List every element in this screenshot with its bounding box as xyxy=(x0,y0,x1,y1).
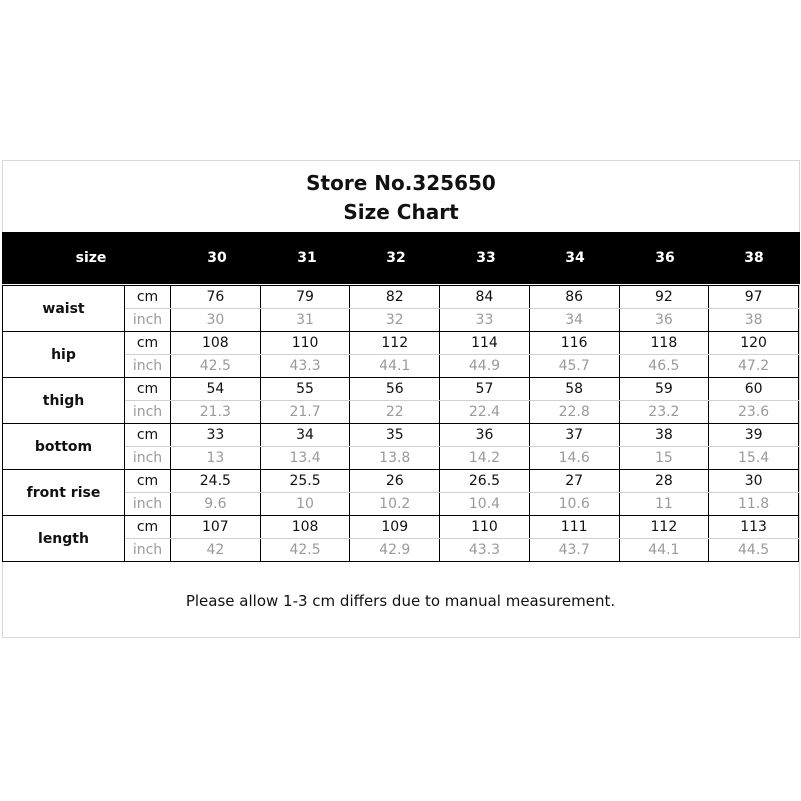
cell-waist-cm: 97 xyxy=(709,286,799,309)
unit-inch: inch xyxy=(125,355,171,378)
cell-waist-inch: 32 xyxy=(350,309,440,332)
cell-bottom-inch: 14.2 xyxy=(440,447,530,470)
row-label-hip: hip xyxy=(3,332,125,378)
cell-length-cm: 108 xyxy=(260,516,350,539)
cell-waist-inch: 38 xyxy=(709,309,799,332)
cell-thigh-inch: 23.6 xyxy=(709,401,799,424)
cell-front-rise-cm: 26.5 xyxy=(440,470,530,493)
cell-thigh-cm: 58 xyxy=(529,378,619,401)
cell-thigh-cm: 56 xyxy=(350,378,440,401)
cell-hip-inch: 45.7 xyxy=(529,355,619,378)
cell-length-cm: 112 xyxy=(619,516,709,539)
row-label-bottom: bottom xyxy=(3,424,125,470)
cell-thigh-inch: 23.2 xyxy=(619,401,709,424)
cell-thigh-inch: 22.8 xyxy=(529,401,619,424)
cell-length-cm: 109 xyxy=(350,516,440,539)
size-header-36: 36 xyxy=(655,250,675,266)
cell-bottom-inch: 13.4 xyxy=(260,447,350,470)
cell-waist-inch: 31 xyxy=(260,309,350,332)
size-header-label: size xyxy=(75,250,107,266)
cell-front-rise-inch: 9.6 xyxy=(171,493,261,516)
cell-waist-inch: 34 xyxy=(529,309,619,332)
table-row-waist-cm xyxy=(3,286,799,309)
cell-thigh-inch: 21.3 xyxy=(171,401,261,424)
row-label-length: length xyxy=(3,516,125,562)
cell-bottom-inch: 13 xyxy=(171,447,261,470)
table-row-thigh-cm xyxy=(3,378,799,401)
cell-front-rise-inch: 10 xyxy=(260,493,350,516)
unit-inch: inch xyxy=(125,309,171,332)
unit-cm: cm xyxy=(125,424,171,447)
cell-bottom-cm: 37 xyxy=(529,424,619,447)
cell-thigh-inch: 22 xyxy=(350,401,440,424)
cell-thigh-cm: 59 xyxy=(619,378,709,401)
cell-front-rise-inch: 10.2 xyxy=(350,493,440,516)
cell-front-rise-cm: 25.5 xyxy=(260,470,350,493)
unit-cm: cm xyxy=(125,332,171,355)
unit-cm: cm xyxy=(125,378,171,401)
cell-waist-cm: 79 xyxy=(260,286,350,309)
cell-waist-cm: 92 xyxy=(619,286,709,309)
cell-waist-cm: 76 xyxy=(171,286,261,309)
cell-length-inch: 42 xyxy=(171,539,261,562)
cell-front-rise-inch: 11.8 xyxy=(709,493,799,516)
cell-hip-cm: 108 xyxy=(171,332,261,355)
size-header-31: 31 xyxy=(297,250,317,266)
cell-bottom-inch: 13.8 xyxy=(350,447,440,470)
cell-thigh-inch: 21.7 xyxy=(260,401,350,424)
cell-bottom-inch: 14.6 xyxy=(529,447,619,470)
cell-length-inch: 44.5 xyxy=(709,539,799,562)
unit-inch: inch xyxy=(125,539,171,562)
cell-hip-inch: 44.9 xyxy=(440,355,530,378)
cell-length-cm: 111 xyxy=(529,516,619,539)
size-header-38: 38 xyxy=(744,250,764,266)
cell-thigh-cm: 57 xyxy=(440,378,530,401)
cell-thigh-cm: 55 xyxy=(260,378,350,401)
cell-length-cm: 113 xyxy=(709,516,799,539)
size-header-33: 33 xyxy=(476,250,496,266)
cell-waist-cm: 86 xyxy=(529,286,619,309)
cell-bottom-inch: 15 xyxy=(619,447,709,470)
cell-hip-inch: 44.1 xyxy=(350,355,440,378)
unit-inch: inch xyxy=(125,447,171,470)
cell-length-cm: 110 xyxy=(440,516,530,539)
store-title: Store No.325650 xyxy=(306,171,496,195)
cell-front-rise-cm: 26 xyxy=(350,470,440,493)
cell-hip-cm: 118 xyxy=(619,332,709,355)
cell-front-rise-cm: 30 xyxy=(709,470,799,493)
cell-length-inch: 44.1 xyxy=(619,539,709,562)
cell-bottom-cm: 34 xyxy=(260,424,350,447)
table-row-hip-cm xyxy=(3,332,799,355)
table-row-length-cm xyxy=(3,516,799,539)
cell-front-rise-inch: 11 xyxy=(619,493,709,516)
row-label-front-rise: front rise xyxy=(3,470,125,516)
unit-inch: inch xyxy=(125,493,171,516)
cell-waist-cm: 84 xyxy=(440,286,530,309)
cell-length-cm: 107 xyxy=(171,516,261,539)
cell-front-rise-cm: 24.5 xyxy=(171,470,261,493)
cell-bottom-cm: 38 xyxy=(619,424,709,447)
cell-hip-inch: 47.2 xyxy=(709,355,799,378)
size-table xyxy=(2,285,799,562)
size-header-32: 32 xyxy=(386,250,406,266)
size-header-row xyxy=(2,232,800,284)
cell-thigh-cm: 54 xyxy=(171,378,261,401)
measurement-note: Please allow 1-3 cm differs due to manual measurement. xyxy=(185,592,616,610)
cell-hip-cm: 112 xyxy=(350,332,440,355)
cell-front-rise-cm: 27 xyxy=(529,470,619,493)
unit-cm: cm xyxy=(125,516,171,539)
cell-hip-cm: 120 xyxy=(709,332,799,355)
size-header-34: 34 xyxy=(565,250,585,266)
unit-inch: inch xyxy=(125,401,171,424)
cell-hip-inch: 43.3 xyxy=(260,355,350,378)
cell-waist-cm: 82 xyxy=(350,286,440,309)
table-row-front-rise-cm xyxy=(3,470,799,493)
cell-length-inch: 43.7 xyxy=(529,539,619,562)
cell-bottom-cm: 33 xyxy=(171,424,261,447)
cell-length-inch: 43.3 xyxy=(440,539,530,562)
cell-bottom-inch: 15.4 xyxy=(709,447,799,470)
cell-waist-inch: 33 xyxy=(440,309,530,332)
cell-front-rise-inch: 10.4 xyxy=(440,493,530,516)
cell-bottom-cm: 39 xyxy=(709,424,799,447)
cell-hip-inch: 42.5 xyxy=(171,355,261,378)
cell-waist-inch: 30 xyxy=(171,309,261,332)
row-label-thigh: thigh xyxy=(3,378,125,424)
size-header-30: 30 xyxy=(207,250,227,266)
unit-cm: cm xyxy=(125,470,171,493)
cell-hip-cm: 114 xyxy=(440,332,530,355)
chart-title: Size Chart xyxy=(343,200,459,224)
cell-hip-inch: 46.5 xyxy=(619,355,709,378)
cell-hip-cm: 116 xyxy=(529,332,619,355)
cell-front-rise-cm: 28 xyxy=(619,470,709,493)
cell-waist-inch: 36 xyxy=(619,309,709,332)
row-label-waist: waist xyxy=(3,286,125,332)
cell-bottom-cm: 35 xyxy=(350,424,440,447)
cell-hip-cm: 110 xyxy=(260,332,350,355)
cell-bottom-cm: 36 xyxy=(440,424,530,447)
cell-length-inch: 42.5 xyxy=(260,539,350,562)
unit-cm: cm xyxy=(125,286,171,309)
cell-front-rise-inch: 10.6 xyxy=(529,493,619,516)
cell-thigh-inch: 22.4 xyxy=(440,401,530,424)
cell-length-inch: 42.9 xyxy=(350,539,440,562)
table-row-bottom-cm xyxy=(3,424,799,447)
cell-thigh-cm: 60 xyxy=(709,378,799,401)
